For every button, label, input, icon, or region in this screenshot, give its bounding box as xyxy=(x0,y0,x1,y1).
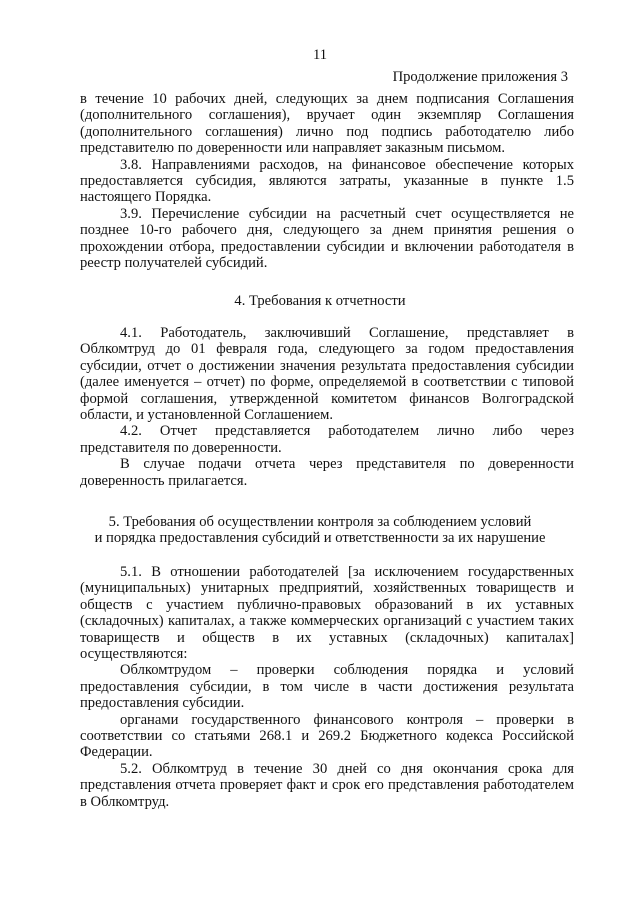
paragraphs-section-5 xyxy=(80,564,574,810)
paragraph-3-8: 3.8. Направлениями расходов, на финансовое обеспечение которых предоставляется субсидия, являются затраты, указанные в пункте 1.5 настоящего Порядка. xyxy=(80,156,574,206)
paragraph-5-1-oblkomtrud: Облкомтрудом – проверки соблюдения порядка и условий предоставления субсидии, в том числе в части достижения результата предоставления субсидии. xyxy=(80,662,574,712)
paragraph-5-1-financial-control: органами государственного финансового контроля – проверки в соответствии со статьями 268.1 и 269.2 Бюджетного кодекса Российской Федерации. xyxy=(80,711,574,761)
paragraph-4-1: 4.1. Работодатель, заключивший Соглашение, представляет в Облкомтруд до 01 февраля года, следующего за годом предоставления субсидии, отчет о достижении значения результата предоставления субсидии (далее именуется – отчет) по форме, определяемой в соответствии с типовой формой соглашения, утвержденной комитетом финансов Волгоградской области, и установленной Соглашением. xyxy=(80,325,574,424)
paragraph-4-2: 4.2. Отчет представляется работодателем лично либо через представителя по доверенности. xyxy=(80,423,574,456)
paragraph-3-9: 3.9. Перечисление субсидии на расчетный счет осуществляется не позднее 10-го рабочего дня, следующего за днем принятия решения о прохождении отбора, предоставлении субсидии и включении работодателя в реестр получателей субсидий. xyxy=(80,205,574,272)
paragraph-5-2: 5.2. Облкомтруд в течение 30 дней со дня окончания срока для представления отчета проверяет факт и срок его представления работодателем в Облкомтруд. xyxy=(80,760,574,810)
section-4-heading: 4. Требования к отчетности xyxy=(234,293,406,309)
section-5-heading-line2: и порядка предоставления субсидий и ответственности за их нарушение xyxy=(94,530,546,547)
paragraphs-section-4 xyxy=(80,325,574,489)
section-5-heading xyxy=(0,514,640,547)
paragraph-5-1: 5.1. В отношении работодателей [за исключением государственных (муниципальных) унитарных предприятий, хозяйственных товариществ и обществ с участием публично-правовых образований в их уставных (складочных) капиталах, а также коммерческих организаций с участием таких товариществ и обществ в их уставных (складочных) капиталах] осуществляются: xyxy=(80,564,574,663)
paragraphs-section-3 xyxy=(80,91,574,271)
section-5-heading-line1: 5. Требования об осуществлении контроля за соблюдением условий xyxy=(108,514,532,530)
paragraph-4-2-proxy: В случае подачи отчета через представителя по доверенности доверенность прилагается. xyxy=(80,456,574,489)
paragraph-3-7-continuation: в течение 10 рабочих дней, следующих за днем подписания Соглашения (дополнительного соглашения), вручает один экземпляр Соглашения (дополнительного соглашения) лично под подпись работодателю либо представителю по доверенности или направляет заказным письмом. xyxy=(80,91,574,157)
page-number: 11 xyxy=(312,47,328,63)
annex-continuation-label: Продолжение приложения 3 xyxy=(392,69,568,85)
